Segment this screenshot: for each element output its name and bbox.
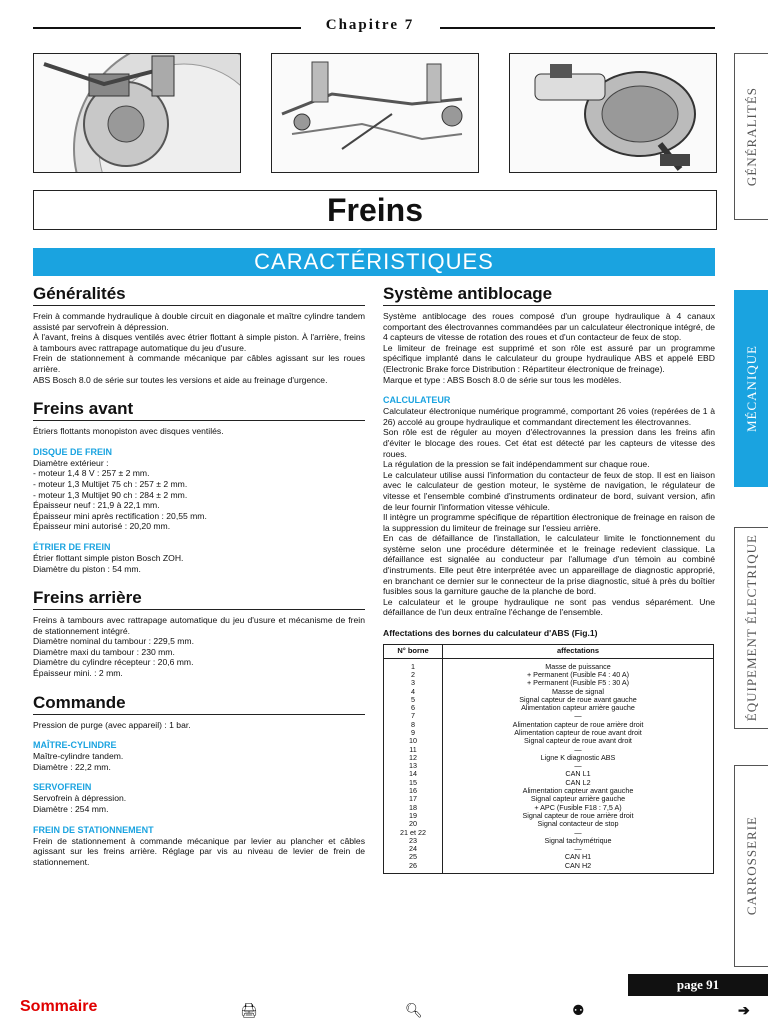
table-row [384,704,714,712]
pin-assignment: Alimentation capteur de roue avant droit [443,729,714,737]
table-row [384,853,714,861]
table-row [384,679,714,687]
chapter-title: Chapitre 7 [325,17,415,33]
spec-line: - moteur 1,3 Multijet 75 ch : 257 ± 2 mm. [33,478,188,489]
table-row [384,658,714,671]
paragraph: Le calculateur et le groupe hydraulique ne sont pas vendus séparément. Une défaillance de l'un deux entraîne l'échange de l'ensemble. [383,596,715,618]
pin-assignment: Signal capteur de roue avant droit [443,737,714,745]
table-row [384,762,714,770]
subsection-title: ÉTRIER DE FREIN [33,541,111,552]
pin-assignment: Alimentation capteur avant gauche [443,787,714,795]
pin-assignment: — [443,712,714,720]
spec-line: Épaisseur mini. : 2 mm. [33,668,123,679]
pin-number: 14 [384,770,443,778]
spec-line: - moteur 1,3 Multijet 90 ch : 284 ± 2 mm. [33,489,188,500]
print-icon[interactable]: 🖨︎ [240,1002,258,1018]
pin-number: 18 [384,804,443,812]
paragraph: Frein de stationnement à commande mécanique par levier au plancher et câbles agissant sur les freins arrière. Réglage par vis au niveau de levier de frein de stationnement. [33,835,365,867]
spec-line: Diamètre extérieur : [33,457,109,468]
pin-number: 19 [384,812,443,820]
right-column [383,284,715,874]
pin-assignment: CAN H1 [443,853,714,861]
spec-line: Épaisseur neuf : 21,9 à 22,1 mm. [33,500,160,511]
table-row [384,820,714,828]
page-title-box [33,190,717,230]
pin-number: 11 [384,746,443,754]
pin-assignment: CAN L1 [443,770,714,778]
pin-number: 15 [384,779,443,787]
pin-number: 2 [384,671,443,679]
page-number: page 91 [676,977,720,992]
table-row [384,845,714,853]
side-tab-mecanique[interactable]: MÉCANIQUE [734,290,768,487]
pin-assignment: + Permanent (Fusible F4 : 40 A) [443,671,714,679]
table-row [384,862,714,874]
paragraph: Il intègre un programme spécifique de répartition électronique de freinage en raison de la suppression du limiteur de freinage sur l'essieu arrière. [383,512,715,533]
master-cylinder-photo [509,53,717,173]
section-title: Freins arrière [33,588,365,610]
pin-number: 3 [384,679,443,687]
table-row [384,737,714,745]
paragraph: En cas de défaillance de l'installation, le calculateur limite le fonctionnement du système selon une procédure déterminée et le freinage redevient classique. La défaillance est signalée au conducteur par l'allumage d'un témoin au combiné d'instruments. Elle peut être interprétée avec un appareillage de diagnostic approprié, en branchant ce dernier sur le connecteur de la prise diagnostic, situé à près du boîtier fusibles sous la garniture gauche de la planche de bord. [383,533,715,597]
table-caption: Affectations des bornes du calculateur d'ABS (Fig.1) [383,628,598,639]
paragraph: Son rôle est de réguler au moyen d'électrovannes la pression dans les freins afin d'éviter le blocage des roues. Cet état est détecté par les capteurs de vitesse des roues. [383,427,715,459]
paragraph: ABS Bosch 8.0 de série sur toutes les versions et aide au freinage d'urgence. [33,374,328,385]
section-band-label: CARACTÉRISTIQUES [254,249,494,274]
spec-line: Épaisseur mini après rectification : 20,55 mm. [33,510,207,521]
pin-number: 1 [384,658,443,671]
subsection-title: CALCULATEUR [383,395,451,406]
spec-line: Diamètre du cylindre récepteur : 20,6 mm. [33,657,194,668]
pin-number: 25 [384,853,443,861]
side-tab-carrosserie[interactable]: CARROSSERIE [734,765,768,967]
brake-disc-photo [33,53,241,173]
pin-number: 21 et 22 [384,829,443,837]
pin-assignment: Masse de puissance [443,658,714,671]
pin-assignment: + APC (Fusible F18 : 7,5 A) [443,804,714,812]
page-title: Freins [326,192,424,228]
sommaire-link[interactable]: Sommaire [20,998,98,1015]
spec-line: Diamètre du piston : 54 mm. [33,563,141,574]
paragraph: Système antiblocage des roues composé d'un groupe hydraulique à 4 canaux comportant des électrovannes commandées par un calculateur électronique intégré, de 4 capteurs de vitesse de rotation des roues et d'un contacteur de feux de stop. [383,311,716,343]
pin-assignment: Signal capteur arrière gauche [443,795,714,803]
side-tab-generalites[interactable]: GÉNÉRALITÉS [734,53,768,220]
pin-number: 10 [384,737,443,745]
pin-assignment: Alimentation capteur arrière gauche [443,704,714,712]
pin-assignment: Masse de signal [443,688,714,696]
paragraph: Étriers flottants monopiston avec disques ventilés. [33,426,224,437]
paragraph: Frein de stationnement à commande mécanique par câbles agissant sur les roues arrière. [33,353,365,374]
pin-assignment: + Permanent (Fusible F5 : 30 A) [443,679,714,687]
paragraph: Frein à commande hydraulique à double circuit en diagonale et maître cylindre tandem assisté par servofrein à dépression. [33,311,365,332]
section-band [33,248,715,276]
spec-line: - moteur 1,4 8 V : 257 ± 2 mm. [33,468,150,479]
pin-number: 8 [384,721,443,729]
pin-assignment: — [443,762,714,770]
spec-line: Étrier flottant simple piston Bosch ZOH. [33,552,184,563]
spec-line: Diamètre : 254 mm. [33,804,109,815]
pin-assignment: Alimentation capteur de roue arrière droit [443,721,714,729]
pin-assignment: — [443,746,714,754]
paragraph: Pression de purge (avec appareil) : 1 bar. [33,719,191,730]
spec-line: Diamètre : 22,2 mm. [33,761,111,772]
table-header: affectations [443,644,714,658]
pin-assignment: Signal contacteur de stop [443,820,714,828]
pin-assignment: — [443,845,714,853]
subsection-title: SERVOFREIN [33,782,92,793]
spec-line: Servofrein à dépression. [33,793,127,804]
section-title: Freins avant [33,399,365,421]
section-title: Système antiblocage [383,284,715,306]
header-rule-left [33,27,301,29]
paragraph: Marque et type : ABS Bosch 8.0 de série sur tous les modèles. [383,374,622,385]
pin-assignment: — [443,829,714,837]
side-tab-equipement-electrique[interactable]: ÉQUIPEMENT ÉLECTRIQUE [734,527,768,729]
spec-line: Épaisseur mini autorisé : 20,20 mm. [33,521,171,532]
page-number-tab [628,974,768,996]
spec-line: Maître-cylindre tandem. [33,751,124,762]
table-row [384,837,714,845]
table-row [384,770,714,778]
abs-pin-table [383,644,714,874]
pin-number: 16 [384,787,443,795]
pin-number: 5 [384,696,443,704]
table-row [384,754,714,762]
paragraph: La régulation de la pression se fait indépendamment sur chaque roue. [383,459,650,470]
pin-number: 23 [384,837,443,845]
spec-line: Diamètre nominal du tambour : 229,5 mm. [33,636,194,647]
spec-line: Diamètre maxi du tambour : 230 mm. [33,646,175,657]
subsection-title: FREIN DE STATIONNEMENT [33,824,154,835]
subsection-title: DISQUE DE FREIN [33,446,113,457]
pin-assignment: Ligne K diagnostic ABS [443,754,714,762]
pin-assignment: Signal capteur de roue arrière droit [443,812,714,820]
paragraph: Le limiteur de freinage est supprimé et son rôle est assuré par un programme spécifique implanté dans le calculateur du groupe hydraulique ABS et appelé EBD (Electronic Brake force Distribution : Répartiteur électronique de freinage). [383,342,715,374]
left-column [33,284,365,867]
pin-number: 7 [384,712,443,720]
section-title: Commande [33,693,365,715]
subsection-title: MAÎTRE-CYLINDRE [33,740,117,751]
pin-number: 9 [384,729,443,737]
pin-assignment: Signal tachymétrique [443,837,714,845]
pin-assignment: CAN H2 [443,862,714,874]
paragraph: À l'avant, freins à disques ventilés avec étrier flottant à simple piston. À l'arrière, freins à tambours avec rattrapage automatique du jeu d'usure. [33,332,365,353]
pin-number: 4 [384,688,443,696]
paragraph: Freins à tambours avec rattrapage automatique du jeu d'usure et mécanisme de frein de stationnement intégré. [33,615,365,636]
pin-number: 20 [384,820,443,828]
pin-assignment: CAN L2 [443,779,714,787]
brake-circuit-photo [271,53,479,173]
next-page-arrow-icon[interactable]: ➔ [738,1002,750,1018]
pin-number: 17 [384,795,443,803]
section-title: Généralités [33,284,365,306]
pin-number: 6 [384,704,443,712]
header-rule-right [440,27,715,29]
paragraph: Le calculateur utilise aussi l'information du contacteur de feux de stop. Il est en liaison avec le calculateur de gestion moteur, le système de navigation, le régulateur de vitesse et l'ensemble combiné d'instruments ordinateur de bord, suivant version, afin de leur fournir l'information vitesse véhicule. [383,469,715,512]
pin-number: 12 [384,754,443,762]
paragraph: Calculateur électronique numérique programmé, comportant 26 voies (repérées de 1 à 26) accolé au groupe hydraulique et commandant directement les électrovannes. [383,406,715,427]
pin-assignment: Signal capteur de roue avant gauche [443,696,714,704]
pin-number: 24 [384,845,443,853]
binoculars-icon[interactable]: ⚉ [572,1002,585,1018]
table-header: N° borne [384,644,443,658]
pin-number: 13 [384,762,443,770]
pin-number: 26 [384,862,443,874]
document-search-icon[interactable]: 🔍︎ [405,1002,423,1018]
